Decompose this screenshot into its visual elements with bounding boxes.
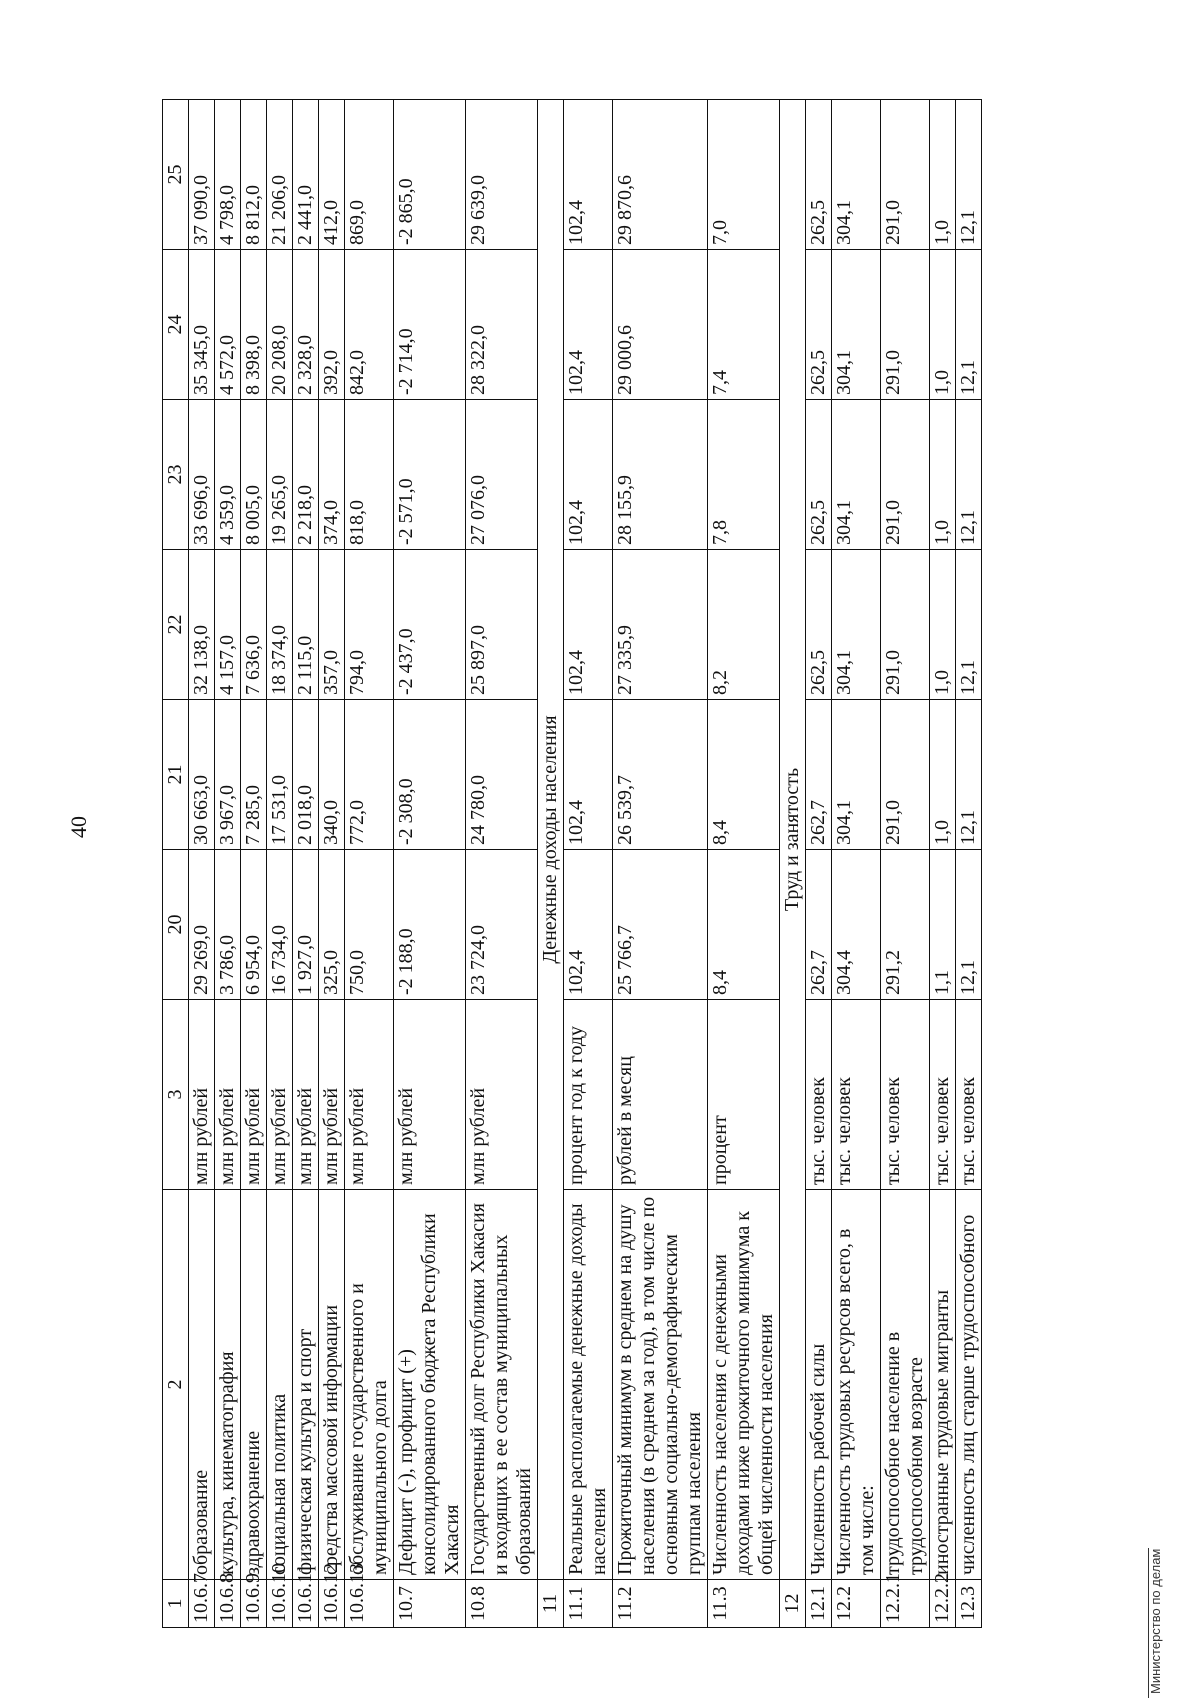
row-code: 12.2.1 [881,1580,930,1628]
table-row [613,100,708,1628]
row-indicator-name: Государственный долг Республики Хакасия и входящих в ее состав муниципальных образований [466,1190,538,1580]
rotated-table-container [162,100,1196,1628]
row-value: 392,0 [319,250,345,400]
row-code: 12.3 [956,1580,982,1628]
row-value: 102,4 [564,700,613,850]
row-value: 4 572,0 [215,250,241,400]
header-cell: 21 [163,700,189,850]
row-value: 33 696,0 [189,400,215,550]
row-value: 2 115,0 [293,550,319,700]
row-value: 12,1 [956,250,982,400]
row-unit: млн рублей [319,1000,345,1190]
row-value: 102,4 [564,250,613,400]
row-indicator-name: Дефицит (-), профицит (+) консолидированного бюджета Республики Хакасия [394,1190,466,1580]
row-value: 102,4 [564,550,613,700]
row-value: 12,1 [956,850,982,1000]
row-value: 24 780,0 [466,700,538,850]
row-value: 27 076,0 [466,400,538,550]
row-value: 23 724,0 [466,850,538,1000]
table-row [564,100,613,1628]
row-value: 340,0 [319,700,345,850]
row-indicator-name: Численность трудовых ресурсов всего, в том числе: [832,1190,881,1580]
row-value: 262,7 [806,700,832,850]
row-code: 12.1 [806,1580,832,1628]
row-value: 304,1 [832,400,881,550]
row-value: 842,0 [345,250,394,400]
row-value: 6 954,0 [241,850,267,1000]
table-row [189,100,215,1628]
section-row [538,100,564,1628]
row-value: 291,0 [881,250,930,400]
row-indicator-name: здравоохранение [241,1190,267,1580]
row-value: 262,5 [806,100,832,250]
table-row [930,100,956,1628]
row-value: 818,0 [345,400,394,550]
row-value: 102,4 [564,850,613,1000]
row-unit: тыс. человек [881,1000,930,1190]
row-value: 8,4 [708,700,780,850]
row-value: 750,0 [345,850,394,1000]
row-value: 29 269,0 [189,850,215,1000]
row-value: 7 636,0 [241,550,267,700]
row-value: 8 812,0 [241,100,267,250]
row-value: 794,0 [345,550,394,700]
table-row [806,100,832,1628]
row-value: -2 437,0 [394,550,466,700]
row-value: 4 157,0 [215,550,241,700]
row-value: 102,4 [564,100,613,250]
section-code: 11 [538,1580,564,1628]
row-unit: процент год к году [564,1000,613,1190]
row-indicator-name: обслуживание государственного и муниципального долга [345,1190,394,1580]
row-value: 1,0 [930,700,956,850]
table-row [267,100,293,1628]
row-value: 37 090,0 [189,100,215,250]
section-row [780,100,806,1628]
section-title: Денежные доходы населения [538,100,564,1580]
table-row [241,100,267,1628]
row-code: 10.6.10 [267,1580,293,1628]
table-row [956,100,982,1628]
row-indicator-name: численность лиц старше трудоспособного [956,1190,982,1580]
row-value: 25 897,0 [466,550,538,700]
row-value: 8 005,0 [241,400,267,550]
row-value: 262,5 [806,400,832,550]
row-code: 10.8 [466,1580,538,1628]
row-indicator-name: средства массовой информации [319,1190,345,1580]
row-code: 11.2 [613,1580,708,1628]
row-indicator-name: культура, кинематография [215,1190,241,1580]
row-unit: млн рублей [466,1000,538,1190]
row-value: 29 870,6 [613,100,708,250]
row-code: 10.6.12 [319,1580,345,1628]
row-value: 3 786,0 [215,850,241,1000]
table-row [832,100,881,1628]
row-value: 35 345,0 [189,250,215,400]
row-value: 772,0 [345,700,394,850]
row-code: 10.6.13 [345,1580,394,1628]
row-value: 325,0 [319,850,345,1000]
row-unit: млн рублей [241,1000,267,1190]
row-value: 2 018,0 [293,700,319,850]
row-value: 291,2 [881,850,930,1000]
row-code: 10.6.11 [293,1580,319,1628]
row-value: 262,5 [806,550,832,700]
row-value: 291,0 [881,700,930,850]
row-value: 2 328,0 [293,250,319,400]
section-code: 12 [780,1580,806,1628]
table-row [394,100,466,1628]
row-value: 291,0 [881,100,930,250]
row-code: 12.2 [832,1580,881,1628]
row-indicator-name: социальная политика [267,1190,293,1580]
row-value: 1 927,0 [293,850,319,1000]
row-value: 19 265,0 [267,400,293,550]
stamp-text: Министерство по делам [1148,1548,1163,1694]
row-unit: млн рублей [189,1000,215,1190]
row-value: 4 798,0 [215,100,241,250]
row-value: 262,5 [806,250,832,400]
row-code: 12.2.2 [930,1580,956,1628]
row-value: 291,0 [881,400,930,550]
row-value: 25 766,7 [613,850,708,1000]
table-row [881,100,930,1628]
row-unit: тыс. человек [832,1000,881,1190]
row-value: 374,0 [319,400,345,550]
table-row [293,100,319,1628]
row-value: 12,1 [956,100,982,250]
row-value: 357,0 [319,550,345,700]
row-code: 11.3 [708,1580,780,1628]
header-cell: 2 [163,1190,189,1580]
row-unit: млн рублей [267,1000,293,1190]
header-cell: 25 [163,100,189,250]
row-value: 12,1 [956,400,982,550]
row-code: 10.6.9 [241,1580,267,1628]
row-value: 2 218,0 [293,400,319,550]
row-value: 304,1 [832,700,881,850]
indicators-table [162,99,982,1628]
row-indicator-name: образование [189,1190,215,1580]
row-value: 8 398,0 [241,250,267,400]
row-value: 8,2 [708,550,780,700]
row-value: 7,4 [708,250,780,400]
row-value: 7 285,0 [241,700,267,850]
row-indicator-name: иностранные трудовые мигранты [930,1190,956,1580]
header-cell: 23 [163,400,189,550]
row-indicator-name: Численность рабочей силы [806,1190,832,1580]
row-value: -2 571,0 [394,400,466,550]
row-unit: млн рублей [215,1000,241,1190]
row-code: 11.1 [564,1580,613,1628]
header-cell: 1 [163,1580,189,1628]
row-code: 10.6.8 [215,1580,241,1628]
row-indicator-name: физическая культура и спорт [293,1190,319,1580]
header-cell: 3 [163,1000,189,1190]
row-value: 412,0 [319,100,345,250]
row-value: -2 188,0 [394,850,466,1000]
page-number: 40 [66,816,91,838]
row-value: 26 539,7 [613,700,708,850]
row-value: 21 206,0 [267,100,293,250]
row-value: 4 359,0 [215,400,241,550]
row-value: 1,0 [930,100,956,250]
row-value: 304,1 [832,550,881,700]
table-row [708,100,780,1628]
row-indicator-name: Реальные располагаемые денежные доходы населения [564,1190,613,1580]
row-indicator-name: Прожиточный минимум в среднем на душу населения (в среднем за год), в том числе по основным социально-демографическим группам населения [613,1190,708,1580]
row-value: 28 322,0 [466,250,538,400]
row-value: 291,0 [881,550,930,700]
row-unit: тыс. человек [806,1000,832,1190]
table-row [466,100,538,1628]
row-value: 12,1 [956,550,982,700]
row-value: 18 374,0 [267,550,293,700]
row-unit: процент [708,1000,780,1190]
row-unit: млн рублей [345,1000,394,1190]
row-value: 32 138,0 [189,550,215,700]
row-value: 304,1 [832,250,881,400]
row-unit: млн рублей [394,1000,466,1190]
row-value: 262,7 [806,850,832,1000]
row-value: 102,4 [564,400,613,550]
row-value: 30 663,0 [189,700,215,850]
row-value: 16 734,0 [267,850,293,1000]
row-value: 1,0 [930,550,956,700]
header-cell: 24 [163,250,189,400]
row-unit: млн рублей [293,1000,319,1190]
row-value: 1,0 [930,250,956,400]
row-value: 7,8 [708,400,780,550]
header-cell: 20 [163,850,189,1000]
row-value: 29 639,0 [466,100,538,250]
table-row [215,100,241,1628]
section-title: Труд и занятость [780,100,806,1580]
row-value: -2 308,0 [394,700,466,850]
row-code: 10.7 [394,1580,466,1628]
row-value: 304,1 [832,100,881,250]
header-row [163,100,189,1628]
header-cell: 22 [163,550,189,700]
row-value: 3 967,0 [215,700,241,850]
row-value: 12,1 [956,700,982,850]
table-row [319,100,345,1628]
row-value: 304,4 [832,850,881,1000]
row-value: 28 155,9 [613,400,708,550]
row-value: 27 335,9 [613,550,708,700]
row-value: -2 714,0 [394,250,466,400]
row-value: 1,0 [930,400,956,550]
row-unit: тыс. человек [956,1000,982,1190]
row-value: 1,1 [930,850,956,1000]
row-value: 20 208,0 [267,250,293,400]
row-value: 7,0 [708,100,780,250]
row-indicator-name: трудоспособное население в трудоспособном возрасте [881,1190,930,1580]
row-value: 29 000,6 [613,250,708,400]
row-value: 8,4 [708,850,780,1000]
row-indicator-name: Численность населения с денежными доходами ниже прожиточного минимума к общей численности населения [708,1190,780,1580]
row-value: 17 531,0 [267,700,293,850]
row-code: 10.6.7 [189,1580,215,1628]
row-unit: тыс. человек [930,1000,956,1190]
row-value: -2 865,0 [394,100,466,250]
table-row [345,100,394,1628]
row-value: 869,0 [345,100,394,250]
row-value: 2 441,0 [293,100,319,250]
row-unit: рублей в месяц [613,1000,708,1190]
